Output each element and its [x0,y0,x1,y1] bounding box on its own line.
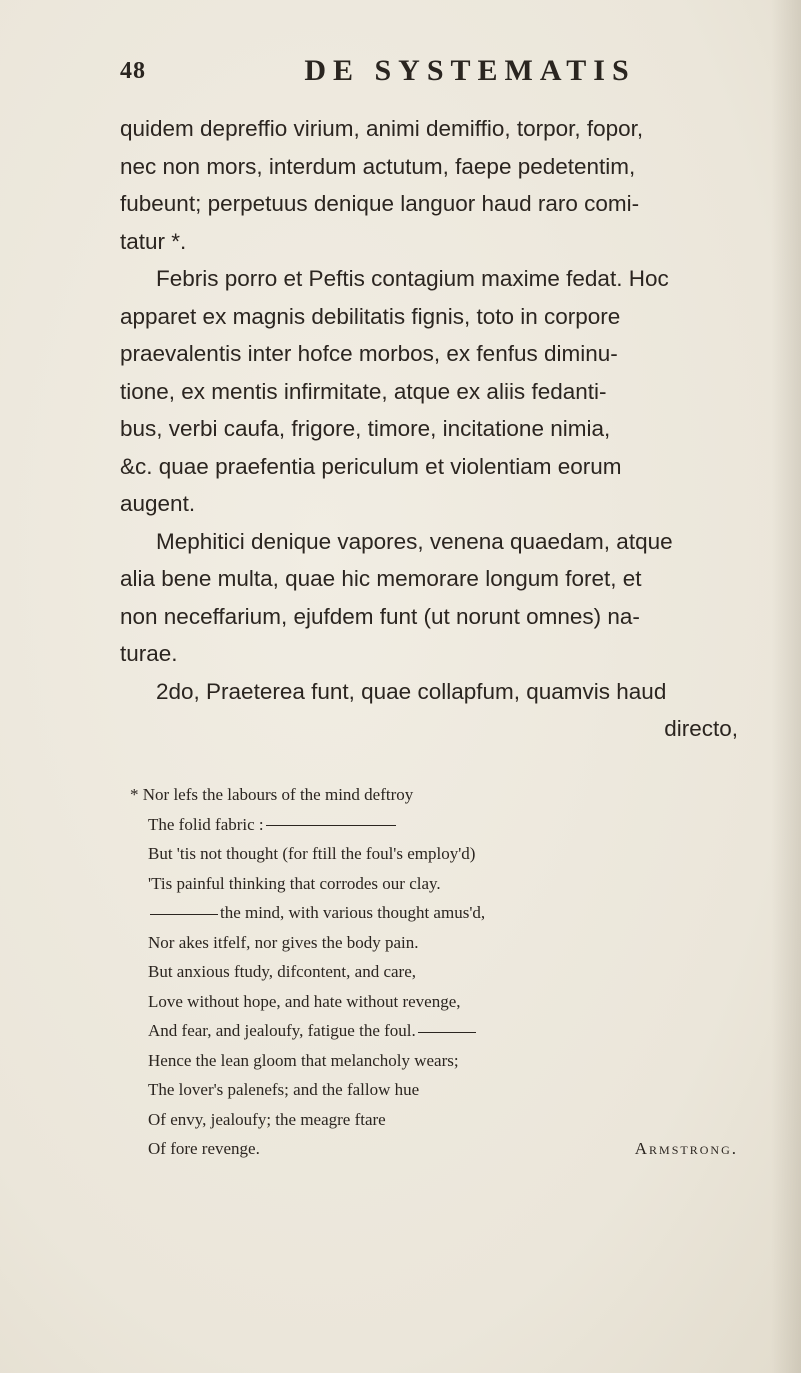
footnote-line: But 'tis not thought (for ftill the foul's employ'd) [148,844,476,863]
footnote-line: Hence the lean gloom that melancholy wears; [148,1050,459,1070]
paragraph-line: fubeunt; perpetuus denique languor haud raro comi- [120,191,640,216]
footnote-line [130,898,738,928]
paragraph-line: apparet ex magnis debilitatis fignis, toto in corpore [120,303,621,329]
footnote-line-text: Of fore revenge. [148,1139,260,1158]
footnote-line-text: the mind, with various thought amus'd, [220,903,486,922]
em-dash-rule [418,1032,476,1033]
footnote-line: Love without hope, and hate without revenge, [148,991,461,1011]
paragraph-line: non neceffarium, ejufdem funt (ut norunt omnes) na- [120,603,640,629]
footnote-line: The lover's palenefs; and the fallow hue [148,1080,420,1099]
footnote-line-text: And fear, and jealoufy, fatigue the foul. [148,1021,416,1040]
paragraph-line: alia bene multa, quae hic memorare longum foret, et [120,566,642,591]
author-attribution: Armstrong. [634,1139,738,1158]
paragraph-line: praevalentis inter hofce morbos, ex fenfus diminu- [120,341,618,366]
paragraph-line: turae. [120,641,178,666]
paragraph-line: nec non mors, interdum actutum, faepe pedetentim, [120,153,636,179]
footnote-line: Nor akes itfelf, nor gives the body pain. [148,932,419,952]
main-text [120,110,742,748]
footnote-line: Of envy, jealoufy; the meagre ftare [148,1109,386,1129]
paragraph-line: &c. quae praefentia periculum et violentiam eorum [120,453,622,479]
paragraph-line: 2do, Praeterea funt, quae collapfum, quamvis haud [156,678,667,704]
paragraph-line: Febris porro et Peftis contagium maxime fedat. Hoc [156,266,669,291]
em-dash-rule [266,825,396,826]
page-number: 48 [120,58,146,84]
paragraph-line: tione, ex mentis infirmitate, atque ex aliis fedanti- [120,378,607,404]
em-dash-rule [150,914,218,915]
footnote-line [130,1016,738,1046]
running-title: DE SYSTEMATIS [304,54,636,87]
paragraph-line: Mephitici denique vapores, venena quaedam, atque [156,528,673,554]
paragraph-line: augent. [120,491,196,516]
footnote-line-text: The folid fabric : [148,814,264,834]
paragraph-line: tatur *. [120,228,187,254]
paragraph-line: bus, verbi caufa, frigore, timore, incitatione nimia, [120,416,611,441]
footnote-line [130,1134,738,1164]
catchword-line: directo, [664,716,738,741]
footnote-line: 'Tis painful thinking that corrodes our clay. [148,873,441,893]
paragraph-line: quidem depreffio virium, animi demiffio, torpor, fopor, [120,116,644,141]
page-header [120,54,740,98]
footnote-line: * Nor lefs the labours of the mind deftroy [130,785,414,804]
page-edge-shadow [771,0,801,1373]
footnote-line [130,810,738,840]
footnote-line: But anxious ftudy, difcontent, and care, [148,962,416,981]
footnote [130,780,738,1164]
